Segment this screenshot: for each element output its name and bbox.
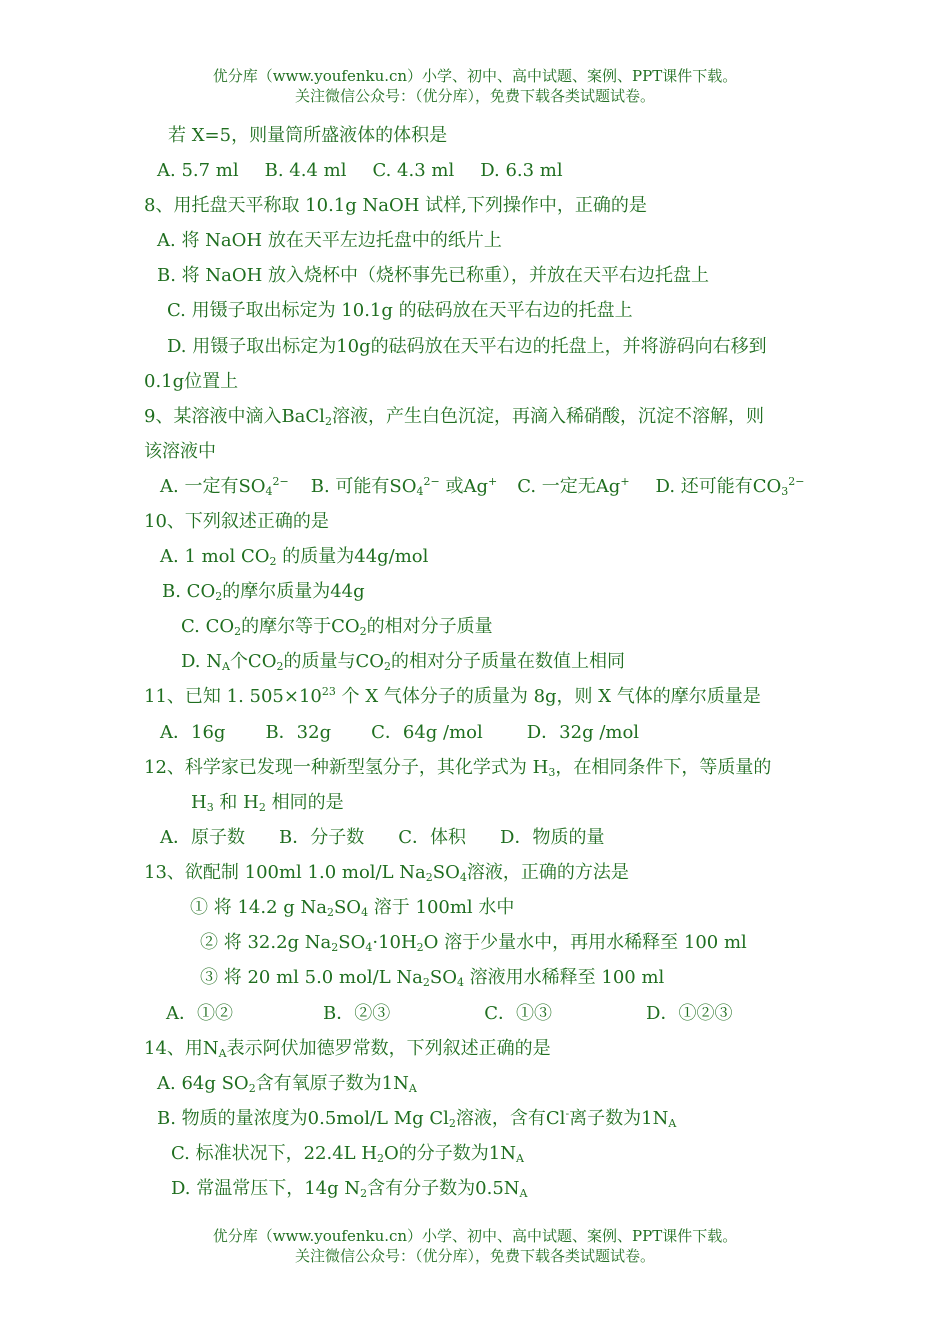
q12-option-c: C．体积 [398, 827, 467, 848]
q12-option-d: D．物质的量 [500, 827, 605, 848]
q9-stem-line1: 9、某溶液中滴入BaCl$_2$溶液，产生白色沉淀，再滴入稀硝酸，沉淀不溶解，则 [144, 406, 764, 428]
q12-option-a: A．原子数 [160, 827, 245, 848]
q8-option-a: A. 将 NaOH 放在天平左边托盘中的纸片上 [157, 230, 502, 251]
q13-option-b: B．②③ [323, 1003, 391, 1024]
q7-option-a: A. 5.7 ml [157, 160, 239, 181]
q9-stem-line2: 该溶液中 [144, 441, 216, 462]
q13-method-2: ② 将 32.2g $Na_2SO_4\cdot 10H_2O$ 溶于少量水中，再用水稀释至 100 ml [200, 932, 747, 954]
q12-option-b: B．分子数 [279, 827, 365, 848]
q14-stem: 14、用$N_A$表示阿伏加德罗常数，下列叙述正确的是 [144, 1038, 551, 1060]
footer-line-2: 关注微信公众号：（优分库），免费下载各类试题试卷。 [294, 1247, 655, 1265]
q14-option-d: D. 常温常压下，14g $N_2$含有分子数为$0.5N_A$ [171, 1178, 528, 1200]
q13-options [166, 1002, 732, 1026]
q8-option-c: C. 用镊子取出标定为 10.1g 的砝码放在天平右边的托盘上 [167, 300, 633, 321]
q13-option-a: A．①② [166, 1003, 233, 1024]
q14-option-c: C. 标准状况下，22.4L $H_2O$的分子数为$1N_A$ [171, 1143, 524, 1165]
q10-option-a: A. 1 mol $CO_2$ 的质量为44g/mol [160, 546, 429, 568]
q7-options [157, 159, 563, 183]
q11-option-d: D．32g /mol [526, 722, 640, 743]
q8-option-d-line2: 0.1g位置上 [144, 371, 239, 392]
q8-option-d-line1: D. 用镊子取出标定为10g的砝码放在天平右边的托盘上，并将游码向右移到 [167, 336, 767, 357]
q13-option-c: C．①③ [484, 1003, 553, 1024]
q11-stem: 11、已知 1. $505\times 10^{23}$ 个 X 气体分子的质量为 8g，则 X 气体的摩尔质量是 [144, 685, 761, 707]
q9-options [160, 475, 805, 499]
q11-option-a: A．16g [160, 722, 226, 743]
q9-option-b: B. 可能有$SO_4^{2-}$ 或Ag+ [310, 475, 498, 498]
q7-condition: 若 X=5，则量筒所盛液体的体积是 [168, 125, 448, 146]
q7-option-b: B. 4.4 ml [264, 160, 347, 181]
q9-option-c: C. 一定无Ag+ [517, 475, 630, 497]
q13-method-3: ③ 将 20 ml 5.0 mol/L $Na_2SO_4$ 溶液用水稀释至 100 ml [200, 967, 665, 989]
q13-stem: 13、欲配制 100ml 1.0 mol/L $Na_2SO_4$溶液，正确的方法是 [144, 862, 629, 884]
q11-option-b: B．32g [265, 722, 332, 743]
q14-option-b: B. 物质的量浓度为0.5mol/L Mg $Cl_2$溶液，含有Cl-离子数为$1N_A$ [157, 1107, 677, 1130]
header-line-2: 关注微信公众号：（优分库），免费下载各类试题试卷。 [294, 87, 655, 105]
footer-line-1: 优分库（www.youfenku.cn）小学、初中、高中试题、案例、PPT课件下载。 [212, 1227, 738, 1245]
q10-option-d: D. $N_A$个$CO_2$的质量与$CO_2$的相对分子质量在数值上相同 [181, 651, 625, 673]
q10-stem: 10、下列叙述正确的是 [144, 511, 329, 532]
q8-stem: 8、用托盘天平称取 10.1g NaOH 试样,下列操作中，正确的是 [144, 195, 647, 216]
q11-option-c: C．64g /mol [371, 722, 483, 743]
q9-option-a: A. 一定有$SO_4^{2-}$ [160, 475, 289, 498]
q14-option-a: A. 64g $SO_2$含有氧原子数为$1N_A$ [157, 1073, 417, 1095]
q13-method-1: ① 将 14.2 g $Na_2SO_4$ 溶于 100ml 水中 [190, 897, 515, 919]
q7-option-d: D. 6.3 ml [480, 160, 563, 181]
q13-option-d: D．①②③ [646, 1003, 733, 1024]
q12-stem-line1: 12、科学家已发现一种新型氢分子，其化学式为 $H_3$，在相同条件下，等质量的 [144, 757, 772, 779]
q11-options [160, 721, 639, 745]
header-line-1: 优分库（www.youfenku.cn）小学、初中、高中试题、案例、PPT课件下载。 [212, 67, 738, 85]
q12-options [160, 826, 604, 850]
q7-option-c: C. 4.3 ml [372, 160, 455, 181]
q8-option-b: B. 将 NaOH 放入烧杯中（烧杯事先已称重），并放在天平右边托盘上 [157, 265, 710, 286]
q9-option-d: D. 还可能有$CO_3^{2-}$ [655, 475, 805, 498]
q10-option-c: C. $CO_2$的摩尔等于$CO_2$的相对分子质量 [181, 616, 493, 638]
q10-option-b: B. $CO_2$的摩尔质量为44g [162, 581, 365, 603]
q12-stem-line2: $H_3$ 和 $H_2$ 相同的是 [191, 792, 344, 814]
